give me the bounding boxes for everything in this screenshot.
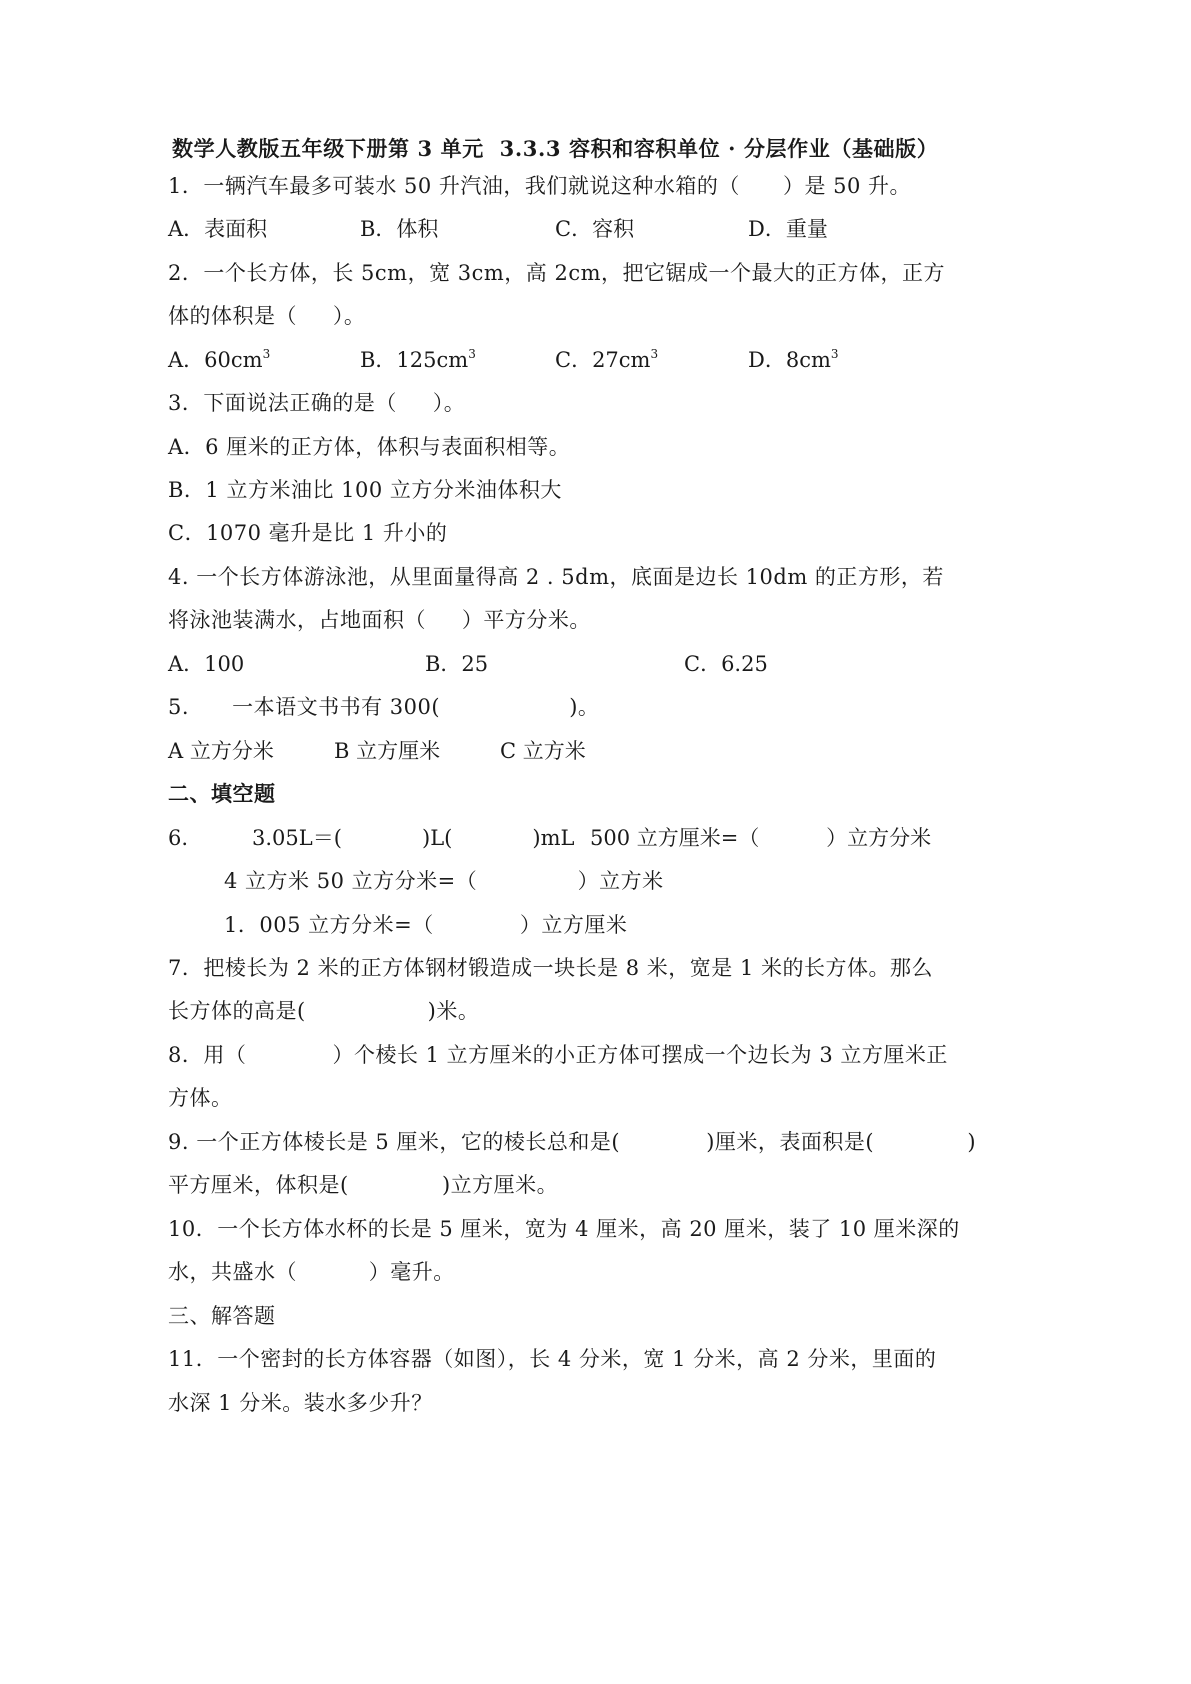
question-2-option-b: B．$125cm^3$ — [360, 347, 476, 372]
question-1-stem: 1．一辆汽车最多可装水 50 升汽油，我们就说这种水箱的（ ）是 50 升。 — [168, 174, 912, 198]
question-4-option-b: B．25 — [425, 652, 489, 676]
question-2-option-c: C．$27cm^3$ — [555, 347, 659, 372]
question-4-stem-line1: 4. 一个长方体游泳池，从里面量得高 2 . 5dm，底面是边长 10dm 的正方形，若 — [168, 565, 944, 589]
question-2-option-d: D．$8cm^3$ — [748, 347, 839, 372]
question-10-line2: 水，共盛水（ ）毫升。 — [168, 1260, 455, 1284]
question-2-stem-line2: 体的体积是（ ）。 — [168, 304, 366, 328]
question-6-number: 6. — [168, 826, 189, 850]
question-5-option-b: B 立方厘米 — [334, 739, 441, 763]
question-9-line1: 9. 一个正方体棱长是 5 厘米，它的棱长总和是( )厘米，表面积是( ) — [168, 1130, 977, 1154]
question-4-option-c: C．6.25 — [684, 652, 768, 676]
question-5-stem: 5. 一本语文书书有 300( )。 — [168, 695, 600, 719]
question-1-option-d: D．重量 — [748, 217, 828, 241]
question-5-option-a: A 立方分米 — [168, 739, 274, 763]
question-8-line1: 8．用（ ）个棱长 1 立方厘米的小正方体可摆成一个边长为 3 立方厘米正 — [168, 1043, 948, 1067]
section-3-heading: 三、解答题 — [168, 1304, 276, 1328]
question-6-line3: 1．005 立方分米=（ ）立方厘米 — [224, 913, 628, 937]
question-9-line2: 平方厘米，体积是( )立方厘米。 — [168, 1173, 559, 1197]
section-2-heading: 二、填空题 — [168, 781, 276, 806]
question-10-line1: 10．一个长方体水杯的长是 5 厘米，宽为 4 厘米，高 20 厘米，装了 10 厘米深的 — [168, 1217, 960, 1241]
question-11-line2: 水深 1 分米。装水多少升？ — [168, 1391, 433, 1415]
question-3-option-b: B．1 立方米油比 100 立方分米油体积大 — [168, 478, 562, 502]
question-7-line2: 长方体的高是( )米。 — [168, 999, 480, 1023]
question-6-line2: 4 立方米 50 立方分米=（ ）立方米 — [224, 869, 664, 893]
question-6-line1-a: 3.05L＝( )L( )mL — [252, 826, 575, 850]
question-2-stem-line1: 2．一个长方体，长 5cm，宽 3cm，高 2cm，把它锯成一个最大的正方体，正方 — [168, 261, 945, 285]
question-4-stem-line2: 将泳池装满水，占地面积（ ）平方分米。 — [168, 608, 591, 632]
question-11-line1: 11．一个密封的长方体容器（如图），长 4 分米，宽 1 分米，高 2 分米，里面的 — [168, 1347, 937, 1371]
question-6-line1-b: 500 立方厘米=（ ）立方分米 — [590, 826, 932, 850]
page-title: 数学人教版五年级下册第 3 单元 3.3.3 容积和容积单位 · 分层作业（基础版） — [172, 136, 939, 161]
question-1-option-b: B．体积 — [360, 217, 439, 241]
question-3-stem: 3．下面说法正确的是（ ）。 — [168, 391, 466, 415]
question-2-option-a: A．$60cm^3$ — [168, 347, 271, 372]
question-8-line2: 方体。 — [168, 1086, 233, 1110]
question-3-option-a: A．6 厘米的正方体，体积与表面积相等。 — [168, 435, 571, 459]
question-1-option-a: A．表面积 — [168, 217, 268, 241]
question-3-option-c: C．1070 毫升是比 1 升小的 — [168, 521, 448, 545]
question-1-option-c: C．容积 — [555, 217, 635, 241]
question-7-line1: 7．把棱长为 2 米的正方体钢材锻造成一块长是 8 米，宽是 1 米的长方体。那么 — [168, 956, 933, 980]
question-5-option-c: C 立方米 — [500, 739, 586, 763]
question-4-option-a: A．100 — [168, 652, 245, 676]
